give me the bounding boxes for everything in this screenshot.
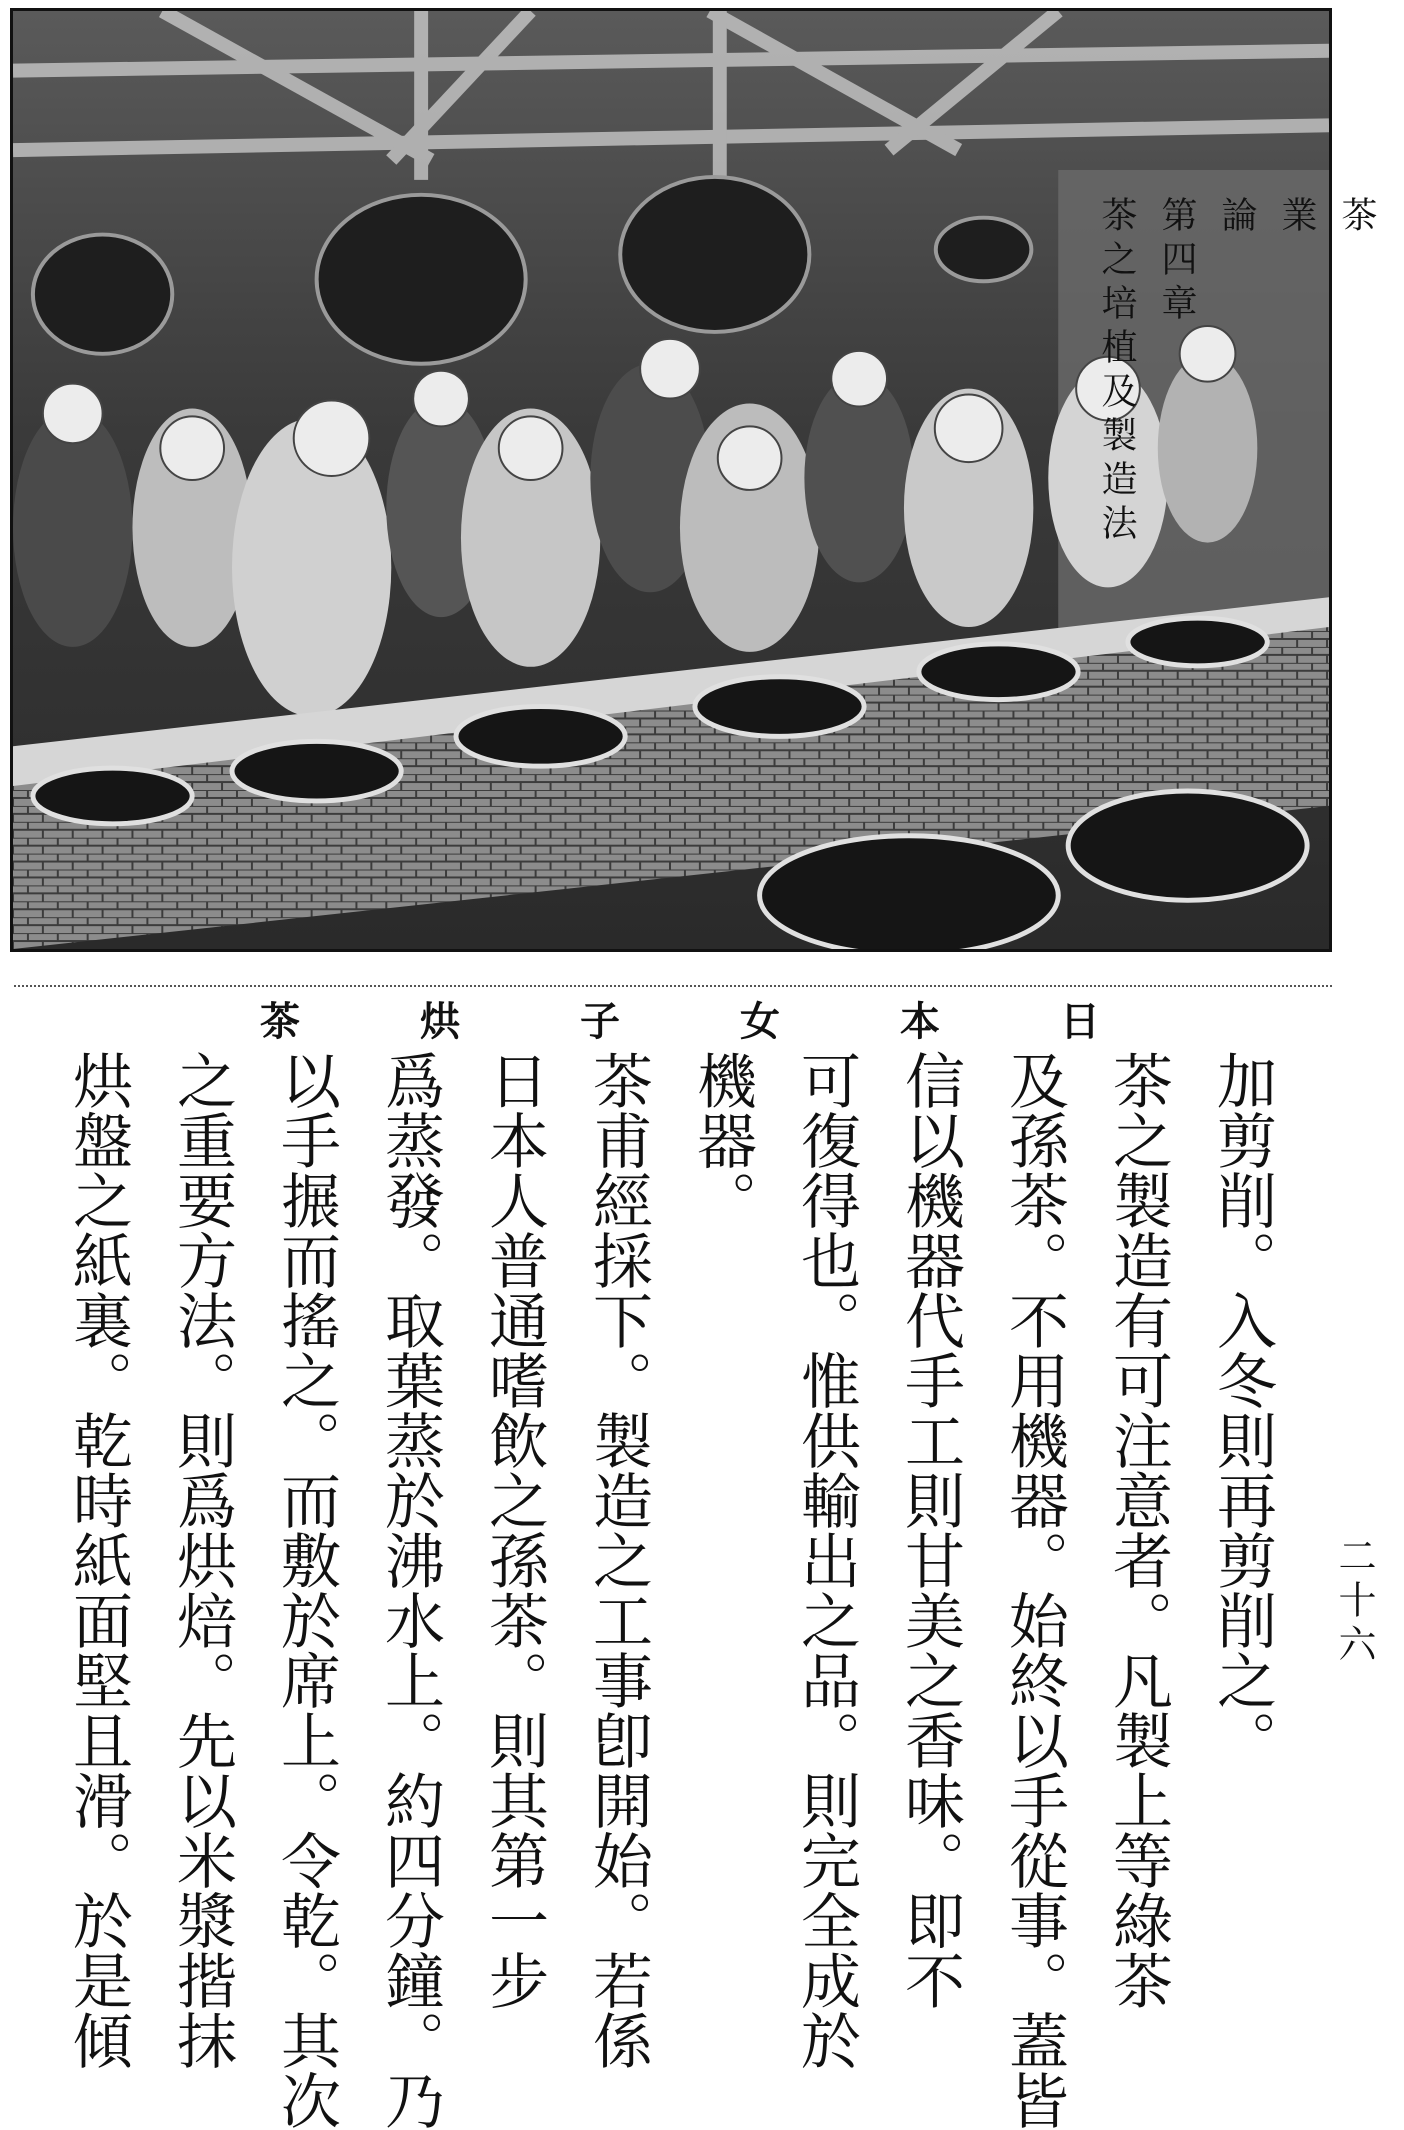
caption-char: 茶: [260, 999, 300, 1045]
running-head-char: 業: [1276, 196, 1317, 240]
text-column: 信以機器代手工則甘美之香味。即不: [895, 1050, 965, 2010]
text-column: 茶甫經採下。製造之工事卽開始。若係: [583, 1050, 653, 2070]
page-number: 二十六: [1332, 1536, 1376, 1668]
body-text: [46, 1050, 1294, 2130]
caption-char: 烘: [420, 999, 460, 1045]
chapter-title: 茶之培植及製造法: [1096, 196, 1137, 548]
running-head-char: 論: [1216, 196, 1257, 240]
text-column: 加剪削。入冬則再剪削之。: [1207, 1050, 1277, 1770]
text-column: 以手搌而搖之。而敷於席上。令乾。其次: [271, 1050, 341, 2130]
text-column: 可復得也。惟供輸出之品。則完全成於: [791, 1050, 861, 2070]
divider-rule: [14, 985, 1332, 987]
text-column: 爲蒸發。取葉蒸於沸水上。約四分鐘。乃: [375, 1050, 445, 2130]
caption-char: 子: [580, 999, 620, 1045]
photo-caption: [260, 996, 1100, 1048]
text-column: 及孫茶。不用機器。始終以手從事。蓋皆: [999, 1050, 1069, 2130]
caption-char: 本: [900, 999, 940, 1045]
text-column: 日本人普通嗜飲之孫茶。則其第一步: [479, 1050, 549, 2010]
caption-char: 日: [1060, 999, 1100, 1045]
text-column: 茶之製造有可注意者。凡製上等綠茶: [1103, 1050, 1173, 2010]
caption-char: 女: [740, 999, 780, 1045]
running-head: [1086, 196, 1386, 548]
text-column: 之重要方法。則爲烘焙。先以米漿揩抹: [167, 1050, 237, 2070]
text-column: 烘盤之紙裏。乾時紙面堅且滑。於是傾: [63, 1050, 133, 2070]
running-head-char: 茶: [1336, 196, 1377, 240]
chapter-number: 第四章: [1156, 196, 1197, 328]
text-column: 機器。: [687, 1050, 757, 1230]
